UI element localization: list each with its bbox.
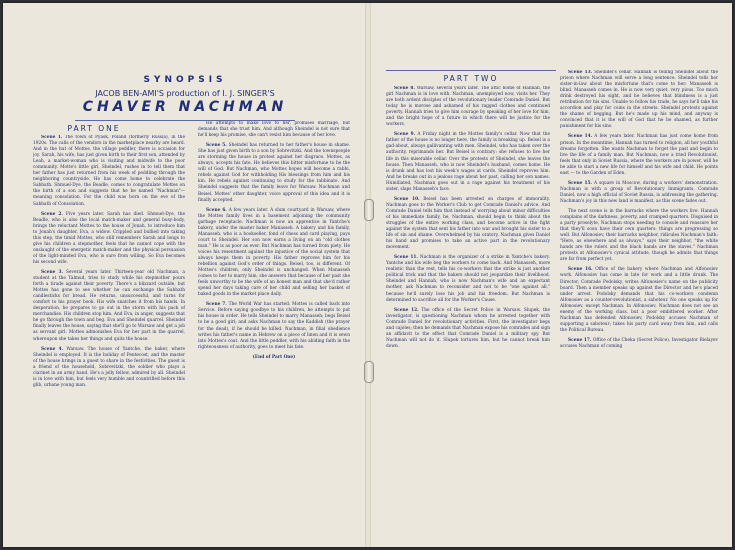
synopsis-paragraph	[560, 181, 718, 205]
scene-label: Scene 5.	[206, 143, 227, 149]
synopsis-paragraph	[33, 212, 185, 266]
scene-label: Scene 1.	[41, 135, 63, 140]
scene-label: Scene 13.	[568, 70, 593, 75]
synopsis-paragraph	[386, 255, 550, 303]
synopsis-paragraph	[198, 208, 350, 299]
scene-label: Scene 10.	[394, 196, 420, 202]
scene-text: He attempts to make love to her, promises marriage, but demands that she trust him. And although Sheindel is not sure that he'll keep his promise, she can't resist him because of her love.	[198, 121, 350, 139]
part-one-column-1	[33, 135, 185, 539]
scene-label: Scene 11.	[394, 255, 418, 261]
left-page	[3, 3, 368, 547]
synopsis-paragraph	[386, 197, 550, 251]
synopsis-paragraph	[560, 70, 718, 130]
synopsis-paragraph	[560, 267, 718, 334]
synopsis-paragraph	[560, 209, 718, 263]
scene-text: Warsaw, several years later. The attic home of Hannah, the girl Nachman is in love with. Nachman, unemployed now, visits her. They are both ardent disciples of the revolutionary leader Comrade Daniel. But today he is morose and ashamed of his ragged clothes and continued poverty. Hannah tries to give him courage by speaking of her love for him, and the bright hope of a future in which there will be justice for the workers.	[386, 86, 550, 128]
scene-text: The next scene is in the barracks where the workers live. Hannah complains of the darkness, poverty, and cramped quarters. Disguised in a party proselyte, Nachman stops needing to console and reassure her that they'll soon have their own quarters: things are progressing so well. But Alfonosiev, their barracks neighbor, ridicules Nachman's faith: "Here, as elsewhere and as always," says their neighbor, "the white hands are the rulers and the black hands are the slaves." Nachman protests at Alfonosiev's cynical attitude, though he admits that things are far from perfect yet.	[560, 208, 718, 263]
part-two-heading: PART TWO	[443, 74, 499, 83]
scene-label: Scene 16.	[568, 267, 593, 273]
scene-text: Several years later. Thirteen-year old Nachman, a student at the Talmud, tries to study while his stepmother pours forth a tirade against their poverty. There's a blizzard outside, but Mottes has gone to see whether he can exchange the Sabbath candlesticks for bread. He returns, unsuccessful, and turns for comfort to his prayer book. His wife snatches it from his hands. In desperation, he prepares to go out in the storm with his pack of merchandise. His children stop him. And Eva, in anger, suggests that he go through the town and beg. Eva and Sheindel quarrel. Sheindel finally leaves the house, saying that she'll go to Warsaw and get a job as servant girl. Mottes admonishes Eva for her part in the quarrel, whereupon she takes her things and quits the house.	[33, 269, 185, 342]
scene-label: Scene 4.	[41, 346, 64, 352]
scene-text: The town of Pyask, Poland (formerly Russia), in the 1920s. The calls of the vendors in the marketplace nearby are heard. And in the hut of Mottes, the village peddler, there is occasion for joy. Sarah, his wife, has just given birth to their first son, attended by Leah, a market-woman who is visiting and midwife to the poor community. Motte's little girl, Sheindel, rushes in to tell them that her father has just returned from his week of peddling through the neighboring countryside. He has come home to celebrate the Sabbath. Shmuel-Dye, the Beadle, comes to congratulate Mottes on the birth of a son and suggests that he be named "Nachman"—meaning consolation. For the child was born on the eve of the Sabbath of Consolation.	[33, 135, 185, 207]
scene-label: Scene 2.	[41, 211, 63, 217]
part-two-column-2	[560, 70, 718, 540]
scene-text: A square in Moscow, during a workers' demonstration. Nachman is with a group of Revolutionary Immigrants. Comrade Daniel, now a high official of Soviet Russia, is addressing the gathering. Nachman's joy in this new land is manifest, as this scene fades out.	[560, 180, 718, 204]
scene-text: The office of the Secret Police in Warsaw. Slupek, the investigator, is questioning Nachman whom he arrested together with Comrade Daniel for revolutionary activities. First, the investigator begs and cajoles; then he demands that Nachman expose his comrades and sign an affidavit to the effect that Comrade Daniel is a military spy. But Nachman will not do it. Slupek tortures him, but he cannot break him down.	[386, 307, 550, 349]
part-two-rule	[386, 70, 556, 71]
scene-text: Office of the Cheka (Secret Police). Investigator Bielayev accuses Nachman of coming	[560, 337, 718, 349]
scene-label: Scene 6.	[206, 207, 227, 213]
scene-label: Scene 9.	[394, 132, 416, 138]
synopsis-paragraph	[33, 347, 185, 389]
scene-label: Scene 17.	[568, 337, 592, 343]
scene-text: Sheindel has returned to her father's house in shame. She has just given birth to a son by Sobrevitzki. And the townspeople are storming the house in protest against her disgrace. Mottes, as always, accepts his fate. He believes this bitter misfortune to be the will of God. But Nachman, who Mottes hopes will become a rabbi, rebels against God for withholding His blessings from him and his kin. He rebels against continuing to study for the rabbinate. And Sheindel suggests that the family leave for Warsaw. Nachman and Beisel, Mottes' other daughter, voice approval of this idea and it is finally accepted.	[198, 143, 350, 203]
synopsis-paragraph	[560, 134, 718, 176]
synopsis-paragraph	[198, 302, 350, 350]
scene-text: A few years later. A slum courtyard in Warsaw, where the Mottes family lives in a basement adjoining the community garbage receptacle. Nachman is now an apprentice in Yantche's bakery, under the master baker Manasseh. A bakery and his family, Manasseh, who is a bookseller, fond of chess and card playing, pays court to Sheindel. Her son now earns a living on an "old clothes man." He is as poor as ever. But Nachman has turned from piety. He voices his resentment against the injustice of the social system that always keeps them in poverty. His father reproves him for his rebellion against God's order of things. Beisel, too, is different. Of Mottes's children, only Sheindel is unchanged. When Manasseh comes to her to marry him, she answers that because of her past she feels unworthy to be the wife of an honest man and that she'd rather spend her days taking care of her child and selling her basket of baked goods in the market place daily.	[198, 207, 350, 298]
scene-label: Scene 8.	[394, 86, 415, 91]
synopsis-paragraph	[198, 143, 350, 203]
scene-label: Scene 3.	[41, 269, 63, 275]
synopsis-paragraph	[560, 338, 718, 350]
synopsis-title: SYNOPSIS	[143, 75, 227, 85]
synopsis-paragraph	[386, 132, 550, 192]
synopsis-paragraph	[198, 121, 350, 139]
play-title: CHAVER NACHMAN	[82, 99, 288, 115]
scene-text: Nachman is the organizer of a strike in Yantche's bakery. Yantche and his wife beg the workers to come back. And Manasseh, more realistic than the rest, tells his co-workers that the strike is just another political trick and that the bakers should not jeopardize their livelihood. Sheindel and Hannah, who is now Nachman's wife and an expectant mother, ask Nachman to reconsider and not to be "one against all," because he'll surely lose his job and his freedom. But Nachman is determined to sacrifice all for the Worker's Cause.	[386, 255, 550, 303]
scene-label: Scene 12.	[394, 307, 419, 313]
booklet-spread	[3, 3, 732, 547]
scene-text: The World War has started. Mottes is called back into Service. Before saying goodbye to his children, he attempts to put his house in order. He tells Sheindel to marry Manasseh; begs Beisel to be a good girl; and asks Nachman to say the Kaddish (the prayer for the dead), if he should be killed. Nachman, in filial obedience writes his father's name in Hebrew on a piece of linen and it is sewn into Mottes's coat. And the little peddler, with his abiding faith in the righteousness of authority, goes to meet his fate.	[198, 302, 350, 350]
part-two-column-1	[386, 86, 550, 539]
synopsis-paragraph	[386, 308, 550, 350]
part-one-heading: PART ONE	[67, 124, 121, 133]
scene-label: Scene 14.	[568, 134, 593, 140]
scene-text: Warsaw. The house of Yantche, the baker, where Sheindel is employed. It is the holiday of Pentecost, and the master of the house brings in a guest to share in the festivities. The guest is a friend of the household, Sobrevitzki, the soldier who plays a clarinet in an army band. He's a jolly fellow, admired by all. Sheindel is in love with him, but feels very humble and countrified before this glib, urbane young man.	[33, 346, 185, 388]
synopsis-paragraph	[386, 86, 550, 128]
scene-text: A Friday night in the Mottes family's cellar. Now that the father of the house is no longer here, the family is breaking up. Beisel is a gad-about, always gallivanting with men. Sheindel, who has taken over the authority, reprimands her. But Beisel is contrary: she refuses to live her life in this miserable cellar. Over the protests of Sheindel, she leaves the house. Then Manasseh, who is now Sheindel's husband, comes home. He is drunk and has lost his week's wages at cards. Sheindel reproves him. And he breaks out in a jealous rage about her past, calling her son names. Humiliated, Nachman goes out in a rage against his treatment of his sister, slaps Manasseh's face.	[386, 132, 550, 192]
end-of-part-one: (End of Part One)	[252, 354, 296, 360]
scene-text: Office of the bakery where Nachman and Alfonosiev work. Alfonosiev has come in late for work and a little drunk. The Director, Comrade Podolsky, writes Alfonosiev's name on the publicity board. Then a member speaks up against the Director and he's placed under arrest. Podolsky demands that his co-workers condemn Alfonosiev as a counter-revolutionist, a saboteur. No one speaks up for Alfonosiev, except Nachman. In Alfonosiev, Nachman does not see an enemy of the working class, but a poor embittered worker. After Nachman has defended Alfonosiev, Podolsky accuses Nachman of supporting a saboteur; takes his party card away from him, and calls the Political Bureau.	[560, 267, 718, 333]
scene-label: Scene 15.	[568, 180, 592, 186]
scene-text: Beisel has been arrested on charges of immorality. Nachman goes to the Worker's Club to get Comrade Daniel's advice. And Comrade Daniel tells him that instead of worrying about minor difficulties of his immediate family, he, Nachman, should begin to think about the struggles of the entire working class, and become active in the fight against the system that sent his father into war and brought his sister to a life of sin and shame. Overwhelmed by his oratory, Nachman gives Daniel his hand and promises to take an active part in the revolutionary movement.	[386, 196, 550, 251]
scene-text: Five years later. Sarah has died. Shmuel-Dye, the Beadle, who is also the local match-maker and general busy-body, brings the reluctant Mottes to the house of Jonah, to introduce him to Jonah's daughter, Eva, a widow. Crippled and bullied into taking this step, the timid Mottes, who still remembers Sarah and longs to give his children a stepmother, feels that he cannot cope with the onslaught of the energetic match-maker and the physical persuasion of the light-minded Eva, who is sure from willing. So Eva becomes his second wife.	[33, 211, 185, 265]
scene-text: Sheindel's cellar. Hannah is telling Sheindel about the prison where Nachman will serve a long sentence. Sheindel tells her sister-in-law about the misfortune that's come to her: Manasseh is blind. Manasseh comes in. He is now very quiet, very pious. Too much drink destroyed his sight, and he believes that blindness is a just retribution for his sins. Unable to follow his trade, he says he'll take his accordion and play for coins in the streets. Sheindel protests against the shame of begging. But he's made up his mind, and anyway is convinced that it is the will of God that he be shamed, as further punishment for his sins.	[560, 70, 718, 130]
synopsis-paragraph	[33, 135, 185, 208]
part-one-column-2	[198, 121, 350, 539]
synopsis-paragraph	[33, 270, 185, 343]
scene-text: A few years later. Nachman has just come home from prison. In the meantime, Hannah has turned to religion, all her youthful dreams forgotten. She wants Nachman to forget the past and begin to live the life of a family man. But Nachman, now a tried Revolutionist, feels that only in Soviet Russia, where the workers are in power, will he be able to start a new life for himself and his wife and child. He points east — to the Garden of Eden.	[560, 134, 718, 176]
scene-label: Scene 7.	[206, 302, 227, 308]
production-line: JACOB BEN-AMI'S production of I. J. SINGER'S	[95, 89, 275, 98]
right-page	[369, 3, 732, 547]
